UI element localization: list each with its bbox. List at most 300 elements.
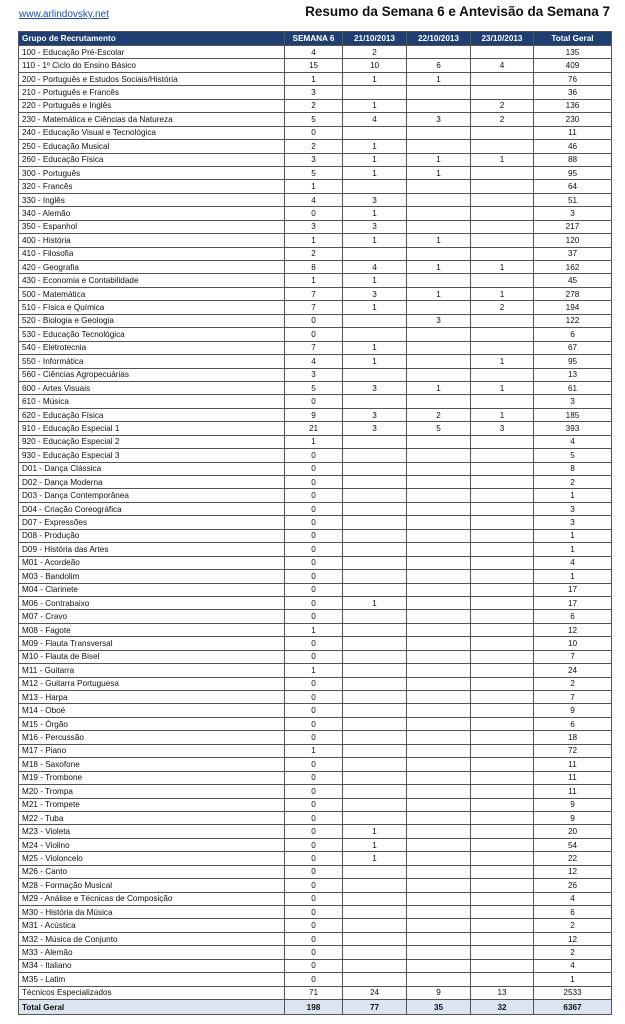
- table-row: [19, 435, 612, 448]
- table-row: [19, 381, 612, 394]
- cell-date-21: [343, 932, 407, 945]
- cell-date-21: [343, 435, 407, 448]
- cell-total: 10: [534, 637, 612, 650]
- cell-date-23: [471, 637, 534, 650]
- cell-date-23: [471, 489, 534, 502]
- cell-week6: 0: [285, 825, 343, 838]
- cell-total: 12: [534, 865, 612, 878]
- cell-date-22: [407, 99, 471, 112]
- cell-date-22: [407, 650, 471, 663]
- cell-date-21: 1: [343, 99, 407, 112]
- table-row: [19, 959, 612, 972]
- table-row: [19, 879, 612, 892]
- cell-date-23: 1: [471, 261, 534, 274]
- cell-date-22: [407, 677, 471, 690]
- cell-date-23: 4: [471, 59, 534, 72]
- cell-group: 930 - Educação Especial 3: [19, 449, 285, 462]
- cell-date-23: [471, 852, 534, 865]
- cell-group: M20 - Trompa: [19, 785, 285, 798]
- cell-total: 88: [534, 153, 612, 166]
- cell-date-22: [407, 879, 471, 892]
- cell-date-23: [471, 180, 534, 193]
- table-row: [19, 838, 612, 851]
- cell-date-22: [407, 247, 471, 260]
- cell-group: 320 - Francês: [19, 180, 285, 193]
- cell-week6: 0: [285, 838, 343, 851]
- cell-total: 61: [534, 381, 612, 394]
- cell-group: M08 - Fagote: [19, 623, 285, 636]
- cell-total: 17: [534, 583, 612, 596]
- cell-date-21: [343, 919, 407, 932]
- cell-date-23: [471, 959, 534, 972]
- cell-week6: 0: [285, 959, 343, 972]
- cell-date-22: [407, 220, 471, 233]
- cell-week6: 0: [285, 758, 343, 771]
- cell-week6: 0: [285, 691, 343, 704]
- table-row: [19, 301, 612, 314]
- cell-date-23: [471, 166, 534, 179]
- cell-date-23: [471, 610, 534, 623]
- cell-group: M31 - Acústica: [19, 919, 285, 932]
- cell-date-21: 4: [343, 261, 407, 274]
- cell-week6: 4: [285, 46, 343, 59]
- cell-total: 20: [534, 825, 612, 838]
- cell-total: 4: [534, 959, 612, 972]
- cell-total: 12: [534, 623, 612, 636]
- cell-week6: 5: [285, 381, 343, 394]
- cell-week6: 0: [285, 852, 343, 865]
- cell-week6: 71: [285, 986, 343, 999]
- cell-date-21: 2: [343, 46, 407, 59]
- cell-date-21: [343, 865, 407, 878]
- cell-week6: 0: [285, 731, 343, 744]
- cell-group: 340 - Alemão: [19, 207, 285, 220]
- table-row: [19, 516, 612, 529]
- cell-date-22: [407, 489, 471, 502]
- cell-total: 67: [534, 341, 612, 354]
- cell-total: 1: [534, 570, 612, 583]
- cell-total: 409: [534, 59, 612, 72]
- cell-group: D07 - Expressões: [19, 516, 285, 529]
- cell-date-21: 10: [343, 59, 407, 72]
- table-row: [19, 166, 612, 179]
- table-row: [19, 664, 612, 677]
- table-row: [19, 529, 612, 542]
- cell-date-21: [343, 570, 407, 583]
- cell-date-21: [343, 798, 407, 811]
- table-row: [19, 932, 612, 945]
- cell-date-22: [407, 355, 471, 368]
- site-link[interactable]: www.arlindovsky.net: [19, 9, 109, 20]
- cell-total: 185: [534, 408, 612, 421]
- cell-date-22: 6: [407, 59, 471, 72]
- column-header-total: Total Geral: [534, 32, 612, 46]
- cell-group: 250 - Educação Musical: [19, 140, 285, 153]
- cell-week6: 1: [285, 435, 343, 448]
- cell-group: M01 - Acordeão: [19, 556, 285, 569]
- total-row: [19, 1000, 612, 1015]
- cell-group: D09 - História das Artes: [19, 543, 285, 556]
- cell-group: M15 - Órgão: [19, 717, 285, 730]
- cell-date-21: [343, 785, 407, 798]
- cell-date-21: [343, 583, 407, 596]
- cell-total: 2: [534, 919, 612, 932]
- table-body: [19, 46, 612, 1000]
- cell-week6: 0: [285, 314, 343, 327]
- table-row: [19, 72, 612, 85]
- cell-total: 76: [534, 72, 612, 85]
- table-row: [19, 973, 612, 986]
- cell-group: M26 - Canto: [19, 865, 285, 878]
- cell-date-21: [343, 476, 407, 489]
- column-header-group: Grupo de Recrutamento: [19, 32, 285, 46]
- cell-date-23: [471, 314, 534, 327]
- cell-date-22: 1: [407, 287, 471, 300]
- cell-date-22: 1: [407, 234, 471, 247]
- cell-date-23: [471, 811, 534, 824]
- cell-date-23: [471, 516, 534, 529]
- cell-date-23: [471, 274, 534, 287]
- table-row: [19, 986, 612, 999]
- cell-week6: 1: [285, 72, 343, 85]
- cell-group: M09 - Flauta Transversal: [19, 637, 285, 650]
- cell-total: 24: [534, 664, 612, 677]
- cell-total: 37: [534, 247, 612, 260]
- cell-week6: 0: [285, 919, 343, 932]
- cell-date-21: 1: [343, 596, 407, 609]
- cell-total: 7: [534, 691, 612, 704]
- cell-date-22: [407, 180, 471, 193]
- cell-date-22: [407, 691, 471, 704]
- cell-date-21: [343, 610, 407, 623]
- cell-date-23: [471, 919, 534, 932]
- cell-date-23: [471, 946, 534, 959]
- cell-date-22: [407, 543, 471, 556]
- cell-group: 600 - Artes Visuais: [19, 381, 285, 394]
- cell-total: 278: [534, 287, 612, 300]
- cell-date-23: [471, 973, 534, 986]
- cell-date-22: [407, 502, 471, 515]
- cell-date-23: [471, 879, 534, 892]
- cell-week6: 7: [285, 341, 343, 354]
- cell-date-23: [471, 543, 534, 556]
- cell-date-21: 1: [343, 341, 407, 354]
- cell-date-23: [471, 906, 534, 919]
- cell-date-21: [343, 556, 407, 569]
- table-row: [19, 556, 612, 569]
- cell-week6: 0: [285, 126, 343, 139]
- cell-date-23: 2: [471, 99, 534, 112]
- cell-date-23: [471, 650, 534, 663]
- table-row: [19, 758, 612, 771]
- recruitment-table: [18, 31, 612, 1015]
- cell-date-22: [407, 529, 471, 542]
- cell-week6: 9: [285, 408, 343, 421]
- cell-group: M35 - Latim: [19, 973, 285, 986]
- table-row: [19, 811, 612, 824]
- cell-group: 530 - Educação Tecnológica: [19, 328, 285, 341]
- table-row: [19, 86, 612, 99]
- cell-total: 3: [534, 395, 612, 408]
- cell-date-22: 1: [407, 166, 471, 179]
- cell-total: 2: [534, 476, 612, 489]
- cell-date-23: [471, 86, 534, 99]
- cell-group: M17 - Piano: [19, 744, 285, 757]
- cell-date-22: [407, 46, 471, 59]
- cell-group: M22 - Tuba: [19, 811, 285, 824]
- cell-week6: 1: [285, 623, 343, 636]
- table-row: [19, 395, 612, 408]
- cell-week6: 0: [285, 207, 343, 220]
- cell-date-23: 1: [471, 287, 534, 300]
- cell-date-22: [407, 959, 471, 972]
- cell-date-22: [407, 140, 471, 153]
- table-row: [19, 852, 612, 865]
- cell-date-21: [343, 516, 407, 529]
- table-row: [19, 650, 612, 663]
- cell-date-23: [471, 234, 534, 247]
- cell-group: M19 - Trombone: [19, 771, 285, 784]
- cell-total: 2533: [534, 986, 612, 999]
- table-row: [19, 207, 612, 220]
- cell-week6: 0: [285, 650, 343, 663]
- table-row: [19, 328, 612, 341]
- cell-date-21: [343, 973, 407, 986]
- cell-date-22: [407, 449, 471, 462]
- cell-date-21: 1: [343, 852, 407, 865]
- table-row: [19, 422, 612, 435]
- cell-date-21: 3: [343, 422, 407, 435]
- cell-date-23: [471, 435, 534, 448]
- cell-group: M33 - Alemão: [19, 946, 285, 959]
- cell-date-21: 3: [343, 287, 407, 300]
- cell-date-23: 1: [471, 153, 534, 166]
- cell-week6: 0: [285, 637, 343, 650]
- table-row: [19, 193, 612, 206]
- cell-date-21: 1: [343, 355, 407, 368]
- cell-week6: 0: [285, 449, 343, 462]
- cell-week6: 0: [285, 395, 343, 408]
- cell-group: D04 - Criação Coreográfica: [19, 502, 285, 515]
- table-row: [19, 355, 612, 368]
- cell-group: M32 - Música de Conjunto: [19, 932, 285, 945]
- cell-total: 72: [534, 744, 612, 757]
- cell-total: 5: [534, 449, 612, 462]
- cell-date-23: [471, 72, 534, 85]
- cell-date-23: [471, 220, 534, 233]
- table-row: [19, 234, 612, 247]
- cell-week6: 1: [285, 664, 343, 677]
- table-row: [19, 126, 612, 139]
- table-row: [19, 825, 612, 838]
- cell-week6: 1: [285, 274, 343, 287]
- cell-date-23: [471, 704, 534, 717]
- cell-week6: 0: [285, 798, 343, 811]
- cell-group: 220 - Português e Inglês: [19, 99, 285, 112]
- table-row: [19, 140, 612, 153]
- cell-date-23: [471, 476, 534, 489]
- cell-group: M12 - Guitarra Portuguesa: [19, 677, 285, 690]
- cell-total: 18: [534, 731, 612, 744]
- cell-date-21: [343, 623, 407, 636]
- cell-date-23: [471, 502, 534, 515]
- cell-group: 610 - Música: [19, 395, 285, 408]
- table-row: [19, 785, 612, 798]
- cell-date-22: [407, 462, 471, 475]
- cell-date-22: [407, 435, 471, 448]
- cell-date-22: [407, 946, 471, 959]
- table-row: [19, 502, 612, 515]
- cell-week6: 0: [285, 677, 343, 690]
- cell-date-21: 3: [343, 193, 407, 206]
- cell-week6: 3: [285, 86, 343, 99]
- cell-date-23: [471, 570, 534, 583]
- cell-date-23: [471, 368, 534, 381]
- cell-total: 135: [534, 46, 612, 59]
- cell-group: 230 - Matemática e Ciências da Natureza: [19, 113, 285, 126]
- cell-total: 3: [534, 516, 612, 529]
- table-row: [19, 113, 612, 126]
- cell-date-21: 3: [343, 381, 407, 394]
- cell-date-22: [407, 395, 471, 408]
- cell-group: 350 - Espanhol: [19, 220, 285, 233]
- cell-total: 45: [534, 274, 612, 287]
- cell-date-22: [407, 798, 471, 811]
- cell-total: 136: [534, 99, 612, 112]
- cell-date-23: [471, 771, 534, 784]
- cell-week6: 0: [285, 704, 343, 717]
- table-row: [19, 247, 612, 260]
- cell-date-21: [343, 543, 407, 556]
- cell-date-23: [471, 529, 534, 542]
- cell-date-21: [343, 758, 407, 771]
- table-row: [19, 798, 612, 811]
- cell-week6: 1: [285, 180, 343, 193]
- cell-group: M25 - Violoncelo: [19, 852, 285, 865]
- cell-date-23: [471, 193, 534, 206]
- cell-group: 210 - Português e Francês: [19, 86, 285, 99]
- cell-date-21: [343, 959, 407, 972]
- cell-date-23: [471, 758, 534, 771]
- cell-date-22: 1: [407, 153, 471, 166]
- cell-date-23: 2: [471, 113, 534, 126]
- cell-week6: 0: [285, 583, 343, 596]
- table-row: [19, 314, 612, 327]
- table-row: [19, 677, 612, 690]
- cell-week6: 7: [285, 287, 343, 300]
- total-date-22: 35: [407, 1000, 471, 1015]
- table-row: [19, 610, 612, 623]
- cell-date-23: [471, 126, 534, 139]
- cell-date-21: [343, 906, 407, 919]
- cell-date-22: [407, 516, 471, 529]
- cell-date-22: [407, 892, 471, 905]
- cell-group: 620 - Educação Física: [19, 408, 285, 421]
- cell-week6: 0: [285, 462, 343, 475]
- cell-date-23: 1: [471, 408, 534, 421]
- total-label: Total Geral: [19, 1000, 285, 1015]
- cell-total: 1: [534, 543, 612, 556]
- cell-date-23: 2: [471, 301, 534, 314]
- cell-week6: 0: [285, 932, 343, 945]
- cell-week6: 7: [285, 301, 343, 314]
- table-row: [19, 59, 612, 72]
- cell-date-23: [471, 731, 534, 744]
- cell-date-21: [343, 368, 407, 381]
- cell-group: 920 - Educação Especial 2: [19, 435, 285, 448]
- cell-total: 122: [534, 314, 612, 327]
- cell-date-22: [407, 637, 471, 650]
- cell-date-22: [407, 919, 471, 932]
- cell-date-21: 1: [343, 166, 407, 179]
- cell-week6: 1: [285, 744, 343, 757]
- cell-total: 6: [534, 717, 612, 730]
- cell-date-23: [471, 744, 534, 757]
- cell-date-23: [471, 140, 534, 153]
- cell-total: 26: [534, 879, 612, 892]
- cell-date-21: [343, 449, 407, 462]
- cell-total: 22: [534, 852, 612, 865]
- cell-date-21: [343, 314, 407, 327]
- table-row: [19, 717, 612, 730]
- cell-group: M11 - Guitarra: [19, 664, 285, 677]
- cell-date-22: 3: [407, 113, 471, 126]
- cell-date-23: [471, 247, 534, 260]
- cell-group: M21 - Trompete: [19, 798, 285, 811]
- column-header-week6: SEMANA 6: [285, 32, 343, 46]
- cell-total: 1: [534, 529, 612, 542]
- cell-date-21: [343, 677, 407, 690]
- cell-date-21: [343, 717, 407, 730]
- cell-week6: 15: [285, 59, 343, 72]
- cell-date-21: [343, 704, 407, 717]
- table-row: [19, 287, 612, 300]
- cell-week6: 0: [285, 785, 343, 798]
- cell-date-21: [343, 529, 407, 542]
- cell-total: 6: [534, 610, 612, 623]
- cell-group: M07 - Cravo: [19, 610, 285, 623]
- cell-total: 9: [534, 811, 612, 824]
- cell-week6: 3: [285, 153, 343, 166]
- table-row: [19, 180, 612, 193]
- cell-date-22: [407, 731, 471, 744]
- cell-group: M23 - Violeta: [19, 825, 285, 838]
- cell-group: M06 - Contrabaixo: [19, 596, 285, 609]
- cell-date-23: [471, 556, 534, 569]
- cell-date-22: [407, 596, 471, 609]
- cell-group: 560 - Ciências Agropecuárias: [19, 368, 285, 381]
- cell-week6: 2: [285, 140, 343, 153]
- total-overall: 6367: [534, 1000, 612, 1015]
- total-week6: 198: [285, 1000, 343, 1015]
- total-date-21: 77: [343, 1000, 407, 1015]
- cell-total: 9: [534, 704, 612, 717]
- cell-group: M29 - Análise e Técnicas de Composição: [19, 892, 285, 905]
- cell-date-21: 3: [343, 408, 407, 421]
- cell-date-23: [471, 691, 534, 704]
- cell-date-21: 4: [343, 113, 407, 126]
- cell-date-22: [407, 207, 471, 220]
- cell-date-21: [343, 731, 407, 744]
- cell-total: 2: [534, 946, 612, 959]
- table-row: [19, 341, 612, 354]
- cell-date-23: [471, 785, 534, 798]
- cell-date-23: [471, 328, 534, 341]
- cell-week6: 0: [285, 502, 343, 515]
- cell-total: 7: [534, 650, 612, 663]
- cell-date-22: [407, 583, 471, 596]
- cell-date-23: [471, 449, 534, 462]
